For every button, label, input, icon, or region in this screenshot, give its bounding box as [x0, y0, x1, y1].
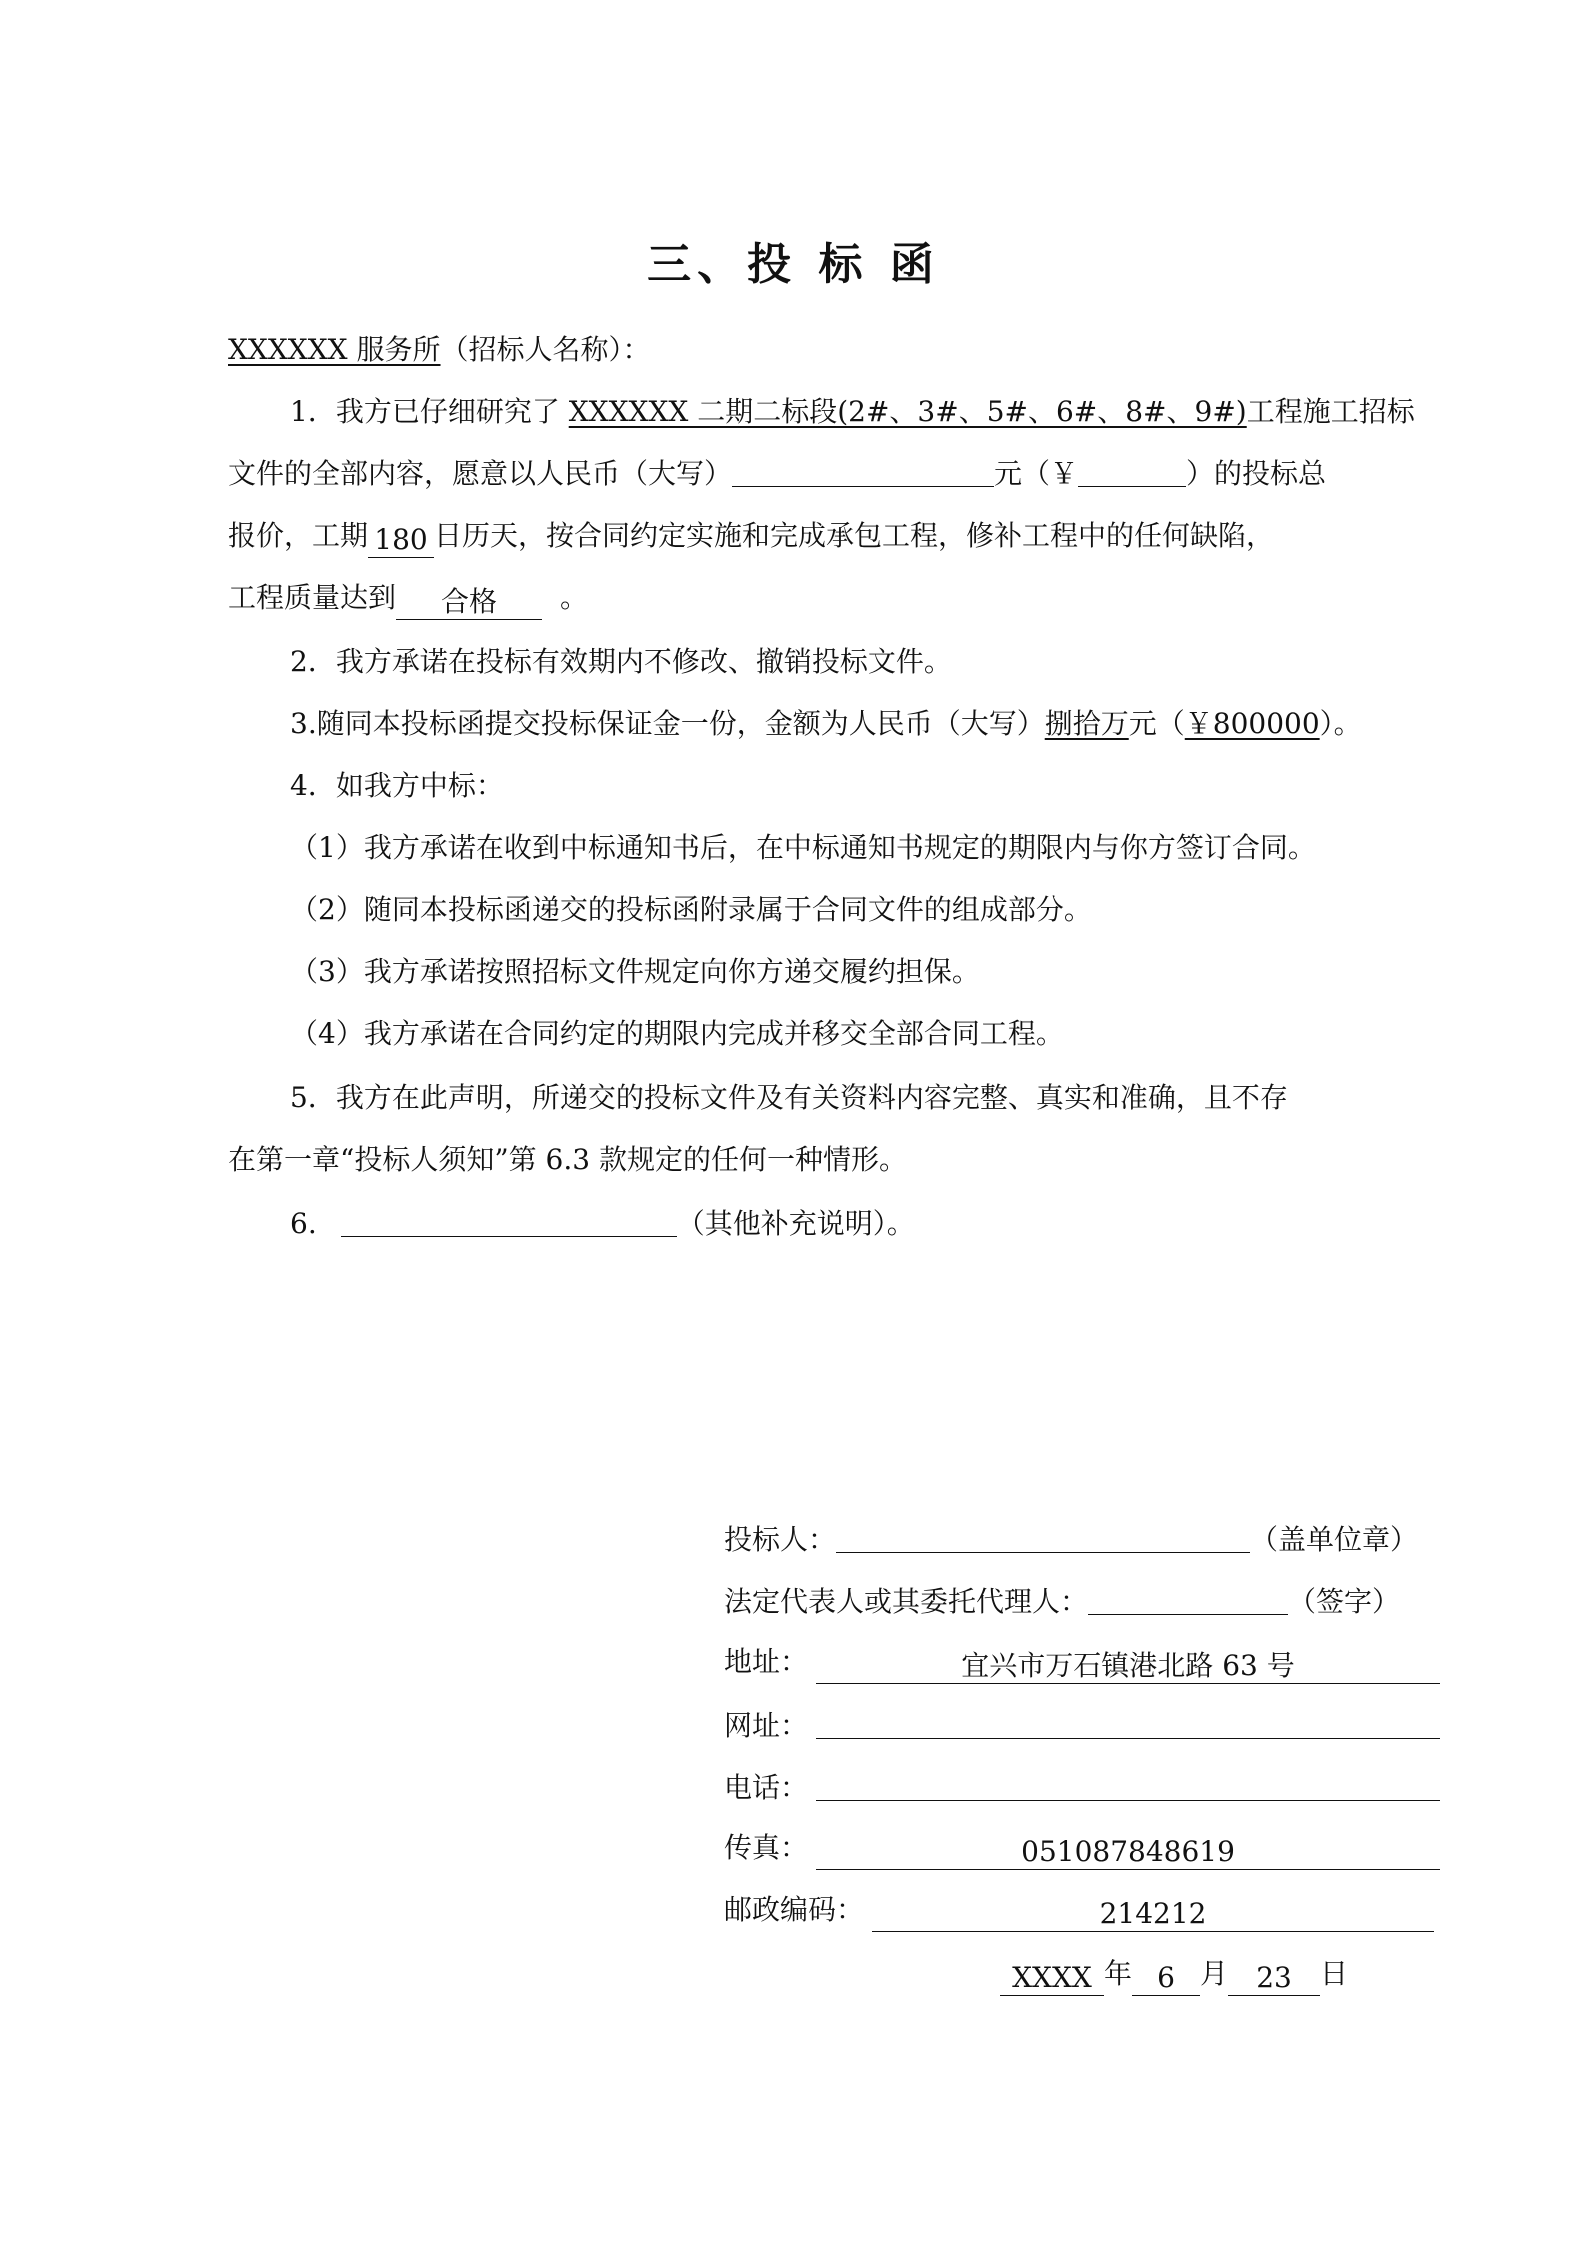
addressee-suffix: （招标人名称）：	[440, 333, 651, 366]
year-label: 年	[1104, 1957, 1133, 1990]
item1-text: 元（￥	[994, 457, 1079, 490]
item1-text: ）的投标总	[1186, 457, 1327, 490]
duration-value: 180	[368, 523, 434, 558]
item1-text: 报价，工期	[228, 519, 369, 552]
address-value: 宜兴市万石镇港北路 63 号	[816, 1649, 1440, 1684]
item1-line3	[228, 516, 1274, 558]
item3-text: 3.随同本投标函提交投标保证金一份，金额为人民币（大写）	[290, 707, 1045, 740]
fax-label: 传真：	[724, 1831, 809, 1864]
fax-value: 051087848619	[816, 1835, 1440, 1870]
date-month: 6	[1132, 1961, 1200, 1996]
project-name: XXXXXX 二期二标段(2#、3#、5#、6#、8#、9#)	[568, 395, 1247, 428]
item2-line: 2．我方承诺在投标有效期内不修改、撤销投标文件。	[290, 645, 952, 678]
postcode-value: 214212	[872, 1897, 1434, 1932]
bond-amount-number: ￥800000	[1184, 707, 1320, 740]
representative-row	[724, 1580, 1400, 1622]
item1-text: 文件的全部内容，愿意以人民币（大写）	[228, 457, 733, 490]
address-row	[724, 1642, 1440, 1684]
phone-label: 电话：	[724, 1771, 809, 1804]
date-row	[1000, 1954, 1348, 1996]
representative-note: （签字）	[1288, 1585, 1401, 1618]
date-day: 23	[1228, 1961, 1320, 1996]
day-label: 日	[1320, 1957, 1349, 1990]
addressee-line	[228, 330, 651, 370]
item6-text: （其他补充说明）。	[676, 1207, 915, 1240]
month-label: 月	[1200, 1957, 1229, 1990]
bidder-label: 投标人：	[724, 1523, 837, 1556]
sub-item-1: （1）我方承诺在收到中标通知书后，在中标通知书规定的期限内与你方签订合同。	[290, 831, 1316, 864]
other-notes-blank[interactable]	[341, 1206, 677, 1237]
phone-field[interactable]	[816, 1766, 1440, 1801]
item3-text: 元（	[1128, 707, 1185, 740]
phone-row	[724, 1766, 1440, 1808]
item1-text: 1．我方已仔细研究了	[290, 395, 569, 428]
item3-text: ）。	[1319, 707, 1362, 740]
item1-text: 工程质量达到	[228, 581, 397, 614]
date-year: XXXX	[1000, 1961, 1104, 1996]
address-label: 地址：	[724, 1645, 809, 1678]
item6-number: 6.	[290, 1207, 317, 1240]
sub-item-2: （2）随同本投标函递交的投标函附录属于合同文件的组成部分。	[290, 893, 1092, 926]
website-row	[724, 1704, 1440, 1746]
item1-line1	[290, 392, 1415, 432]
item5-line2: 在第一章“投标人须知”第 6.3 款规定的任何一种情形。	[228, 1143, 907, 1176]
postcode-label: 邮政编码：	[724, 1893, 865, 1926]
item5-line1: 5．我方在此声明，所递交的投标文件及有关资料内容完整、真实和准确，且不存	[290, 1081, 1288, 1114]
quality-value: 合格	[396, 585, 542, 620]
bidder-note: （盖单位章）	[1250, 1523, 1419, 1556]
item1-text: 工程施工招标	[1246, 395, 1415, 428]
representative-label: 法定代表人或其委托代理人：	[724, 1585, 1089, 1618]
page-title: 三、投 标 函	[647, 239, 940, 290]
addressee-name: XXXXXX 服务所	[228, 333, 441, 366]
item1-line2	[228, 454, 1326, 494]
bidder-field[interactable]	[836, 1518, 1250, 1553]
sub-item-4: （4）我方承诺在合同约定的期限内完成并移交全部合同工程。	[290, 1017, 1064, 1050]
postcode-row	[724, 1890, 1434, 1932]
item1-line4	[228, 578, 588, 620]
item1-text: 日历天，按合同约定实施和完成承包工程，修补工程中的任何缺陷，	[434, 519, 1275, 552]
price-words-blank[interactable]	[732, 456, 994, 487]
bond-amount-words: 捌拾万	[1044, 707, 1129, 740]
representative-signature-field[interactable]	[1088, 1580, 1288, 1615]
fax-row	[724, 1828, 1440, 1870]
website-label: 网址：	[724, 1709, 809, 1742]
website-field[interactable]	[816, 1704, 1440, 1739]
item6-line	[290, 1204, 915, 1244]
sub-item-3: （3）我方承诺按照招标文件规定向你方递交履约担保。	[290, 955, 980, 988]
item3-line	[290, 704, 1362, 744]
item4-line: 4．如我方中标：	[290, 769, 504, 802]
item1-text: 。	[560, 581, 589, 614]
price-number-blank[interactable]	[1078, 456, 1186, 487]
bidder-row	[724, 1518, 1418, 1560]
